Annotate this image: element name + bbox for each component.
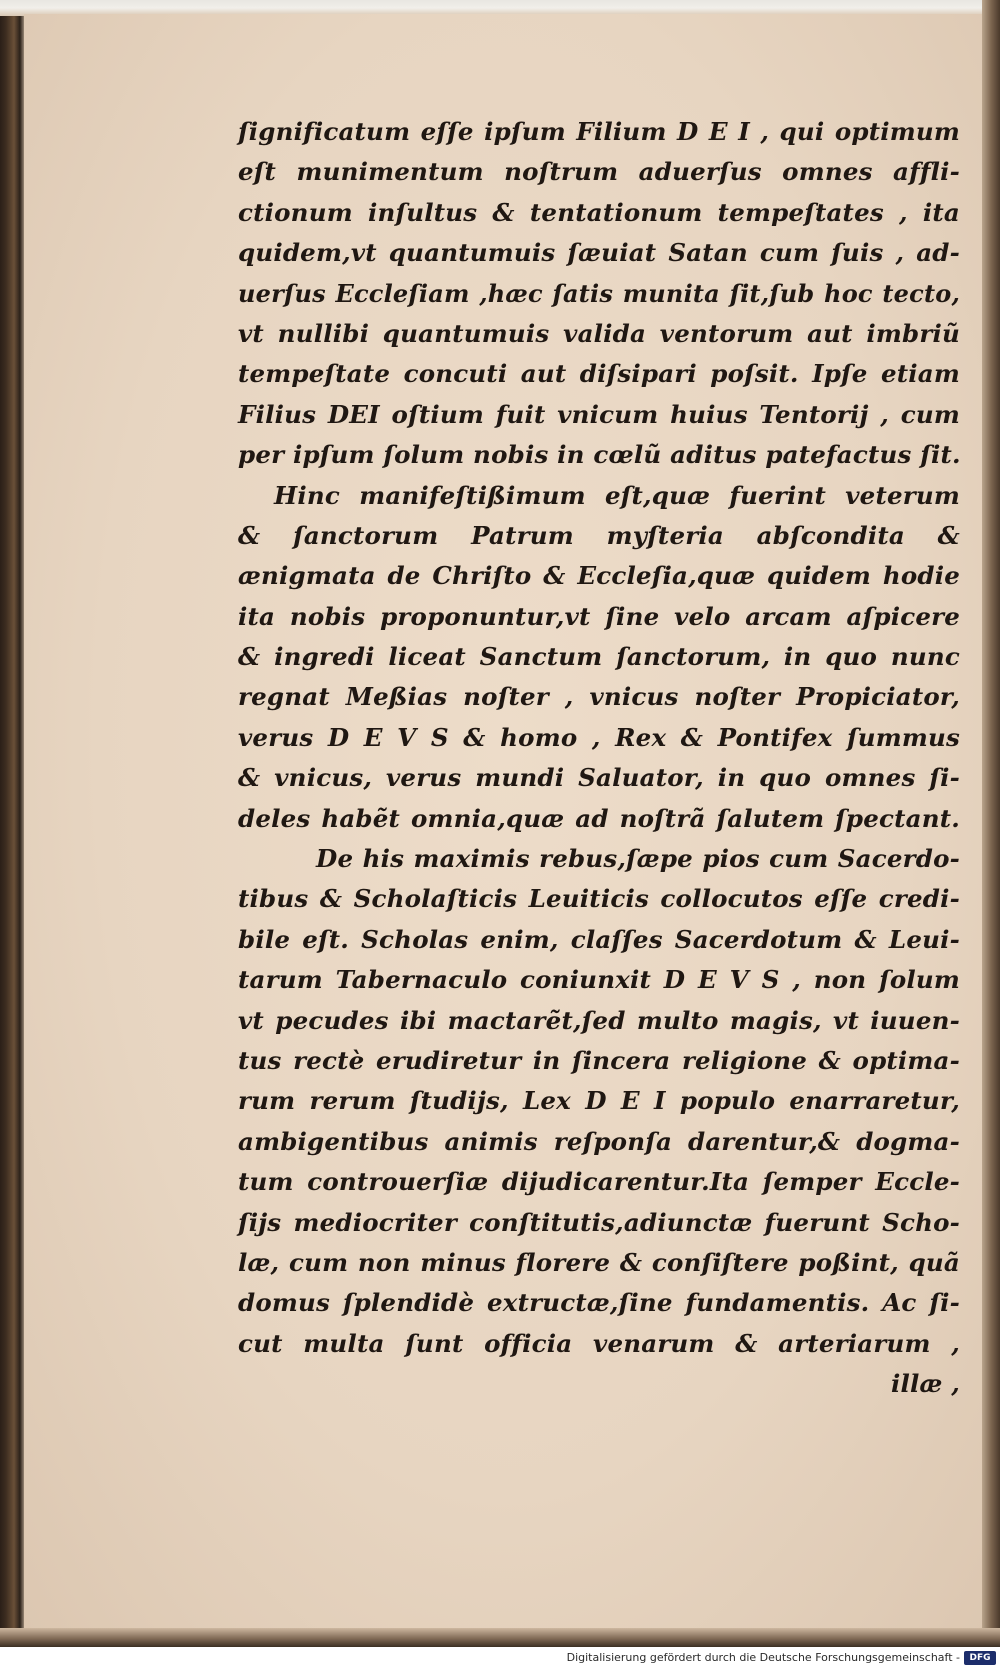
dfg-logo: DFG [964, 1651, 996, 1665]
text-line: ſijs mediocriter conſtitutis,adiunctæ fuerunt Scho- [238, 1207, 960, 1237]
text-line: regnat Meßias noſter , vnicus noſter Propiciator, [238, 682, 960, 712]
text-line: læ, cum non minus florere & conſiſtere poßint, quã [238, 1247, 960, 1277]
digitization-footer [0, 1647, 1000, 1670]
text-line: vt nullibi quantumuis valida ventorum aut imbriũ [238, 318, 960, 348]
text-line: De his maximis rebus,ſæpe pios cum Sacerdo- [316, 844, 960, 874]
footer-credit: Digitalisierung gefördert durch die Deutsche Forschungsgemeinschaft - [566, 1651, 960, 1664]
catchword: illæ , [890, 1369, 960, 1399]
text-line: deles habẽt omnia,quæ ad noſtrã ſalutem ſpectant. [238, 803, 960, 833]
text-line: tarum Tabernaculo coniunxit D E V S , non ſolum [238, 965, 960, 995]
text-line: vt pecudes ibi mactarẽt,ſed multo magis, vt iuuen- [238, 1005, 960, 1035]
text-line: ſignificatum eſſe ipſum Filium D E I , qui optimum [238, 117, 960, 146]
text-line: uerſus Eccleſiam ,hæc ſatis munita ſit,ſub hoc tecto, [238, 278, 960, 308]
text-line: cut multa ſunt officia venarum & arteriarum , [238, 1328, 960, 1358]
text-line: & vnicus, verus mundi Saluator, in quo omnes ſi- [238, 763, 960, 793]
text-line: bile eſt. Scholas enim, claſſes Sacerdotum & Leui- [238, 924, 960, 954]
text-line: tempeſtate concuti aut diſsipari poſsit. Ipſe etiam [238, 359, 960, 389]
text-line: tum controuerſiæ dijudicarentur.Ita ſemper Eccle- [238, 1167, 960, 1197]
text-line: ctionum inſultus & tentationum tempeſtates , ita [238, 197, 960, 227]
text-line: Filius DEI oſtium fuit vnicum huius Tentorij , cum [238, 399, 960, 429]
text-line: Hinc manifeſtißimum eſt,quæ fuerint veterum [274, 480, 960, 510]
text-line: & ſanctorum Patrum myſteria abſcondita & [238, 520, 960, 550]
text-line: eſt munimentum noſtrum aduerſus omnes affli- [238, 157, 960, 187]
text-line: per ipſum ſolum nobis in cœlũ aditus patefactus ſit. [238, 440, 961, 470]
text-line: ænigmata de Chriſto & Eccleſia,quæ quidem hodie [238, 561, 960, 591]
scan-bottom-edge [0, 1628, 1000, 1647]
text-line: tibus & Scholaſticis Leuiticis collocutos eſſe credi- [238, 884, 960, 914]
text-line: ita nobis proponuntur,vt ſine velo arcam aſpicere [238, 601, 960, 631]
text-line: verus D E V S & homo , Rex & Pontifex ſummus [238, 722, 960, 752]
text-line: tus rectè erudiretur in ſincera religione & optima- [238, 1045, 960, 1075]
text-line: ambigentibus animis reſponſa darentur,& dogma- [238, 1126, 960, 1156]
text-line: rum rerum ſtudijs, Lex D E I populo enarraretur, [238, 1086, 960, 1116]
text-line: domus ſplendidè extructæ,ſine fundamentis. Ac ſi- [238, 1288, 960, 1318]
text-line: quidem,vt quantumuis ſæuiat Satan cum ſuis , ad- [238, 238, 960, 268]
page-edge [982, 0, 1000, 1647]
page-text [238, 112, 960, 1405]
text-line: & ingredi liceat Sanctum ſanctorum, in quo nunc [238, 642, 960, 672]
